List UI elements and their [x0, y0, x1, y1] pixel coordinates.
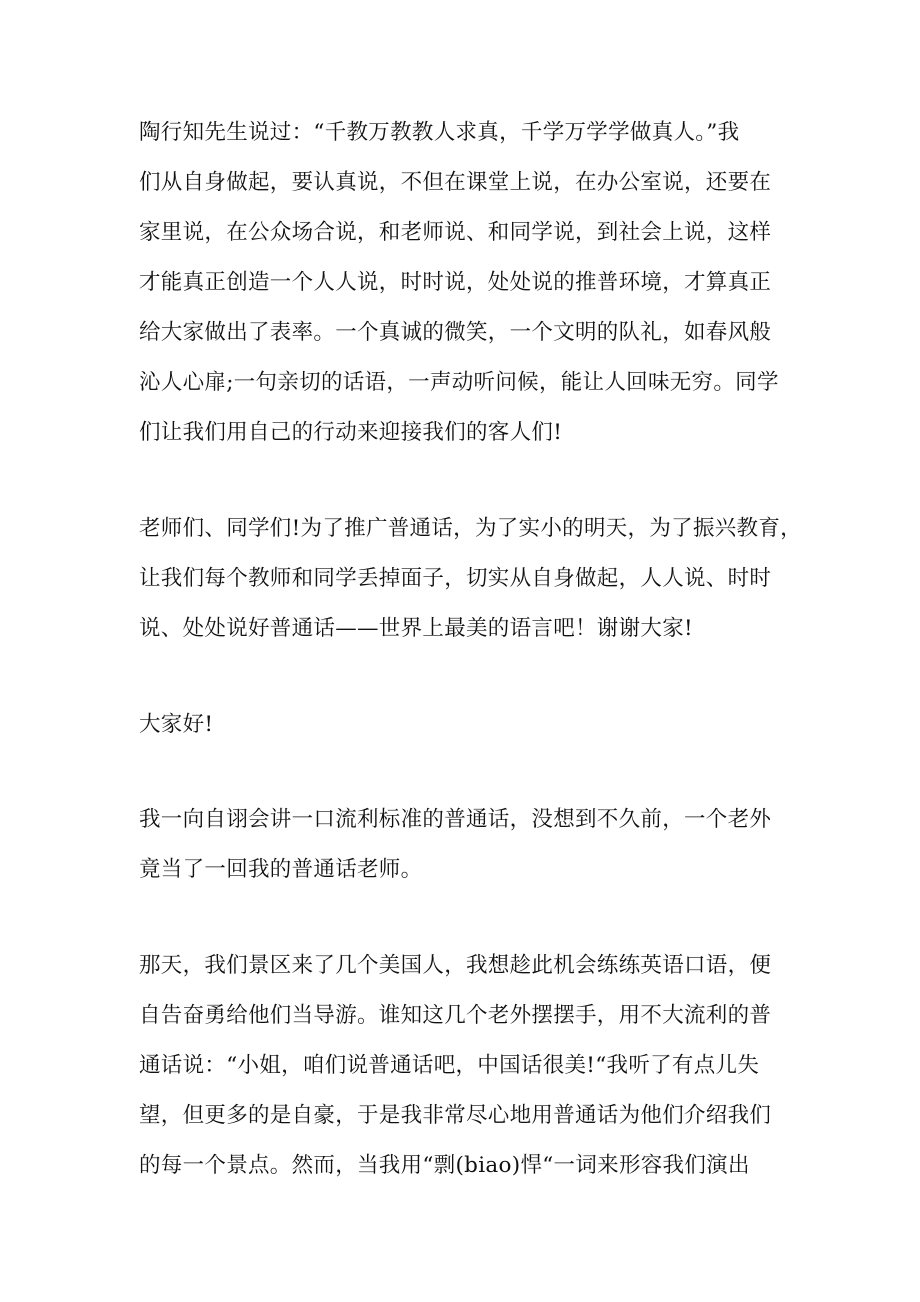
- text-line: 大家好!: [139, 712, 214, 737]
- text-line: 竟当了一回我的普通话老师。: [139, 857, 423, 882]
- text-line: 让我们每个教师和同学丢掉面子，切实从自身做起，人人说、时时: [139, 566, 772, 591]
- text-line: 们从自身做起，要认真说，不但在课堂上说，在办公室说，还要在: [139, 170, 772, 195]
- text-line: 通话说：“小姐，咱们说普通话吧，中国话很美!“我听了有点儿失: [139, 1053, 760, 1078]
- text-line: 自告奋勇给他们当导游。谁知这几个老外摆摆手，用不大流利的普: [139, 1003, 772, 1028]
- text-line: 老师们、同学们!为了推广普通话，为了实小的明天，为了振兴教育，: [139, 516, 802, 541]
- text-line: 才能真正创造一个人人说，时时说，处处说的推普环境，才算真正: [139, 270, 772, 295]
- text-line: 给大家做出了表率。一个真诚的微笑，一个文明的队礼，如春风般: [139, 320, 772, 345]
- text-line: 们让我们用自己的行动来迎接我们的客人们!: [139, 420, 563, 445]
- text-line: 说、处处说好普通话——世界上最美的语言吧！谢谢大家!: [139, 616, 693, 641]
- text-line: 家里说，在公众场合说，和老师说、和同学说，到社会上说，这样: [139, 220, 772, 245]
- text-line: 陶行知先生说过：“千教万教教人求真，千学万学学做真人。”我: [139, 120, 740, 145]
- text-line: 那天，我们景区来了几个美国人，我想趁此机会练练英语口语，便: [139, 953, 772, 978]
- text-line: 我一向自诩会讲一口流利标准的普通话，没想到不久前，一个老外: [139, 807, 772, 832]
- text-line: 的每一个景点。然而，当我用“剽(biao)悍“一词来形容我们演出: [139, 1153, 750, 1178]
- text-line: 沁人心扉;一句亲切的话语，一声动听问候，能让人回味无穷。同学: [139, 370, 779, 395]
- text-line: 望，但更多的是自豪，于是我非常尽心地用普通话为他们介绍我们: [139, 1103, 772, 1128]
